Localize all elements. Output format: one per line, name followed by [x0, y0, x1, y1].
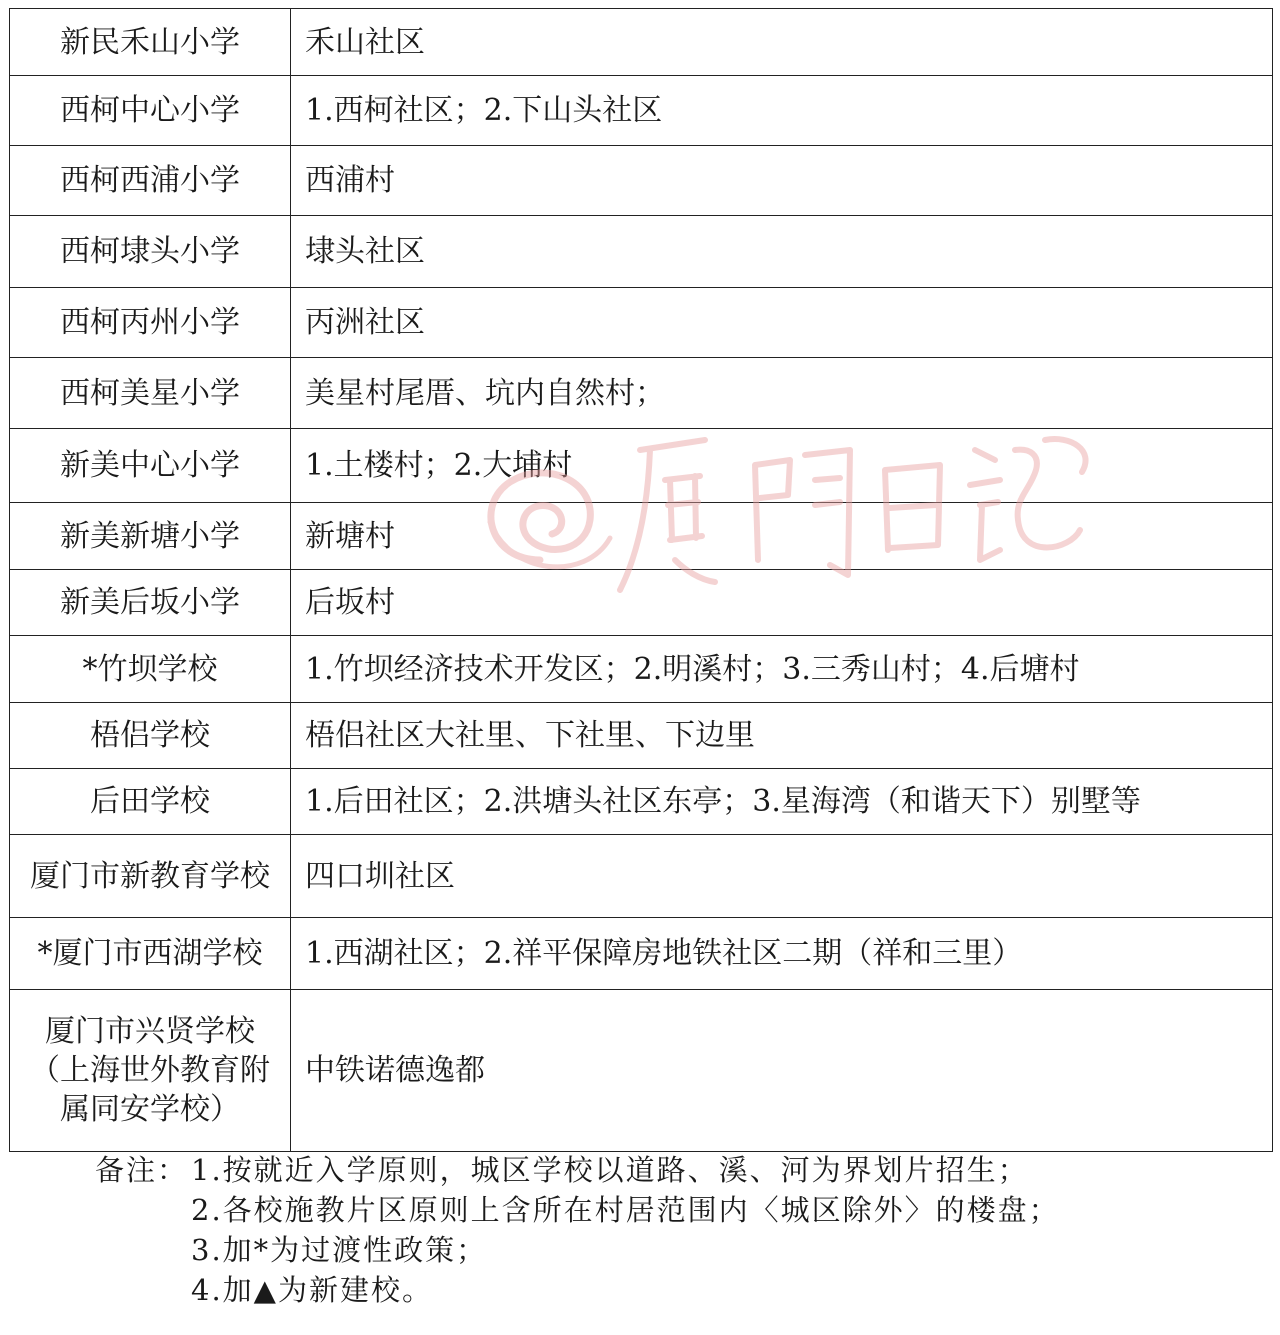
table-row: [10, 288, 1273, 358]
table-row: [10, 570, 1273, 636]
zone-area-cell: 四口圳社区: [291, 835, 1273, 918]
zone-area-cell: 后坂村: [291, 570, 1273, 636]
school-name-cell: 新美中心小学: [10, 429, 291, 503]
zone-area-cell: 1.土楼村；2.大埔村: [291, 429, 1273, 503]
zone-area-cell: 梧侣社区大社里、下社里、下边里: [291, 703, 1273, 769]
table-row: [10, 429, 1273, 503]
zone-area-cell: 1.竹坝经济技术开发区；2.明溪村；3.三秀山村；4.后塘村: [291, 636, 1273, 703]
table-row: [10, 835, 1273, 918]
notes-section: [95, 1150, 1060, 1310]
table-row: [10, 9, 1273, 76]
school-name-cell: *厦门市西湖学校: [10, 918, 291, 990]
table-row: [10, 146, 1273, 216]
zone-area-cell: 丙洲社区: [291, 288, 1273, 358]
table-row: [10, 636, 1273, 703]
zone-area-cell: 1.后田社区；2.洪塘头社区东亭；3.星海湾（和谐天下）别墅等: [291, 769, 1273, 835]
school-name-cell: 西柯美星小学: [10, 358, 291, 429]
table-row: [10, 918, 1273, 990]
school-name-cell: 新民禾山小学: [10, 9, 291, 76]
note-item: 4.加▲为新建校。: [191, 1273, 433, 1307]
school-zone-table: [9, 8, 1273, 1152]
zone-area-cell: 埭头社区: [291, 216, 1273, 288]
note-row: [95, 1270, 1060, 1310]
school-name-cell: 西柯中心小学: [10, 76, 291, 146]
table-row: [10, 503, 1273, 570]
zone-area-cell: 中铁诺德逸都: [291, 990, 1273, 1152]
zone-area-cell: 美星村尾厝、坑内自然村；: [291, 358, 1273, 429]
table-row: [10, 76, 1273, 146]
note-item: 2.各校施教片区原则上含所在村居范围内〈城区除外〉的楼盘；: [191, 1193, 1060, 1227]
note-row: [95, 1150, 1060, 1190]
school-name-cell: 西柯丙州小学: [10, 288, 291, 358]
school-name-cell: 厦门市新教育学校: [10, 835, 291, 918]
table-row: [10, 990, 1273, 1152]
zone-area-cell: 新塘村: [291, 503, 1273, 570]
note-row: [95, 1230, 1060, 1270]
school-name-cell: 新美新塘小学: [10, 503, 291, 570]
school-name-cell: 西柯埭头小学: [10, 216, 291, 288]
school-name-cell: 新美后坂小学: [10, 570, 291, 636]
school-name-cell: 梧侣学校: [10, 703, 291, 769]
table-row: [10, 769, 1273, 835]
table-row: [10, 703, 1273, 769]
note-item: 1.按就近入学原则，城区学校以道路、溪、河为界划片招生；: [191, 1153, 1029, 1187]
zone-area-cell: 禾山社区: [291, 9, 1273, 76]
note-row: [95, 1190, 1060, 1230]
zone-area-cell: 1.西柯社区；2.下山头社区: [291, 76, 1273, 146]
school-name-cell: 后田学校: [10, 769, 291, 835]
table-row: [10, 358, 1273, 429]
school-name-cell: 西柯西浦小学: [10, 146, 291, 216]
school-name-cell: 厦门市兴贤学校（上海世外教育附属同安学校）: [10, 990, 291, 1152]
zone-area-cell: 西浦村: [291, 146, 1273, 216]
notes-label: 备注：: [95, 1153, 189, 1187]
school-name-cell: *竹坝学校: [10, 636, 291, 703]
note-item: 3.加*为过渡性政策；: [191, 1233, 488, 1267]
zone-area-cell: 1.西湖社区；2.祥平保障房地铁社区二期（祥和三里）: [291, 918, 1273, 990]
table-row: [10, 216, 1273, 288]
